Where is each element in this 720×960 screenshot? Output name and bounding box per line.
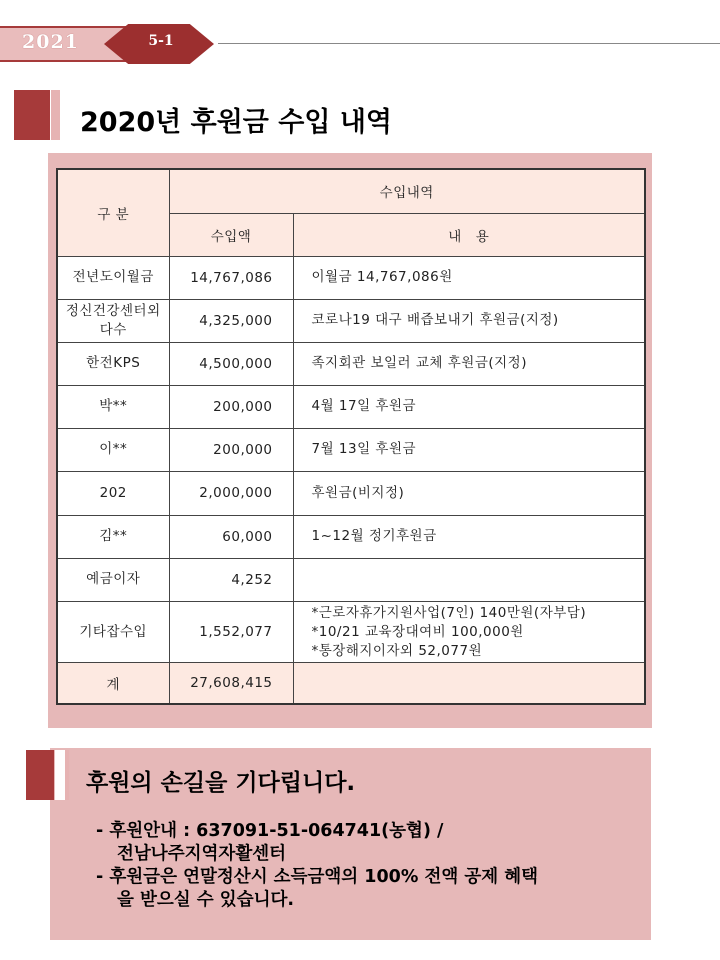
row-content (293, 299, 645, 342)
row-category: 전년도이월금 (57, 256, 169, 299)
table-row (57, 385, 645, 428)
row-amount: 1,552,077 (169, 601, 293, 663)
row-content-line: 후원금(비지정) (311, 484, 405, 501)
row-category: 한전KPS (57, 342, 169, 385)
row-amount: 4,252 (169, 558, 293, 601)
row-category: 예금이자 (57, 558, 169, 601)
title-accent-bar (14, 90, 50, 140)
table-row (57, 256, 645, 299)
table-row (57, 342, 645, 385)
notice-line-recipient: 전남나주지역자활센터 (117, 844, 287, 864)
notice-line-tax-cont: 을 받으실 수 있습니다. (117, 890, 295, 910)
row-content-line: 족지회관 보일러 교체 후원금(지정) (311, 355, 527, 372)
row-amount: 60,000 (169, 515, 293, 558)
row-category: 정신건강센터외 다수 (57, 299, 169, 342)
total-content (293, 663, 645, 704)
row-content-line: 1~12월 정기후원금 (311, 528, 437, 545)
row-amount: 2,000,000 (169, 471, 293, 515)
table-row (57, 428, 645, 471)
notice-line-account: - 후원안내 : 637091-51-064741(농협) / (96, 821, 444, 841)
total-label: 계 (57, 663, 169, 704)
row-content-line: 이월금 14,767,086원 (311, 269, 453, 286)
total-amount: 27,608,415 (169, 663, 293, 704)
header-section-tag: 5-1 (148, 33, 174, 49)
table-row (57, 299, 645, 342)
row-content (293, 558, 645, 601)
table-row (57, 471, 645, 515)
row-content (293, 256, 645, 299)
row-content (293, 601, 645, 663)
row-content-line: *통장해지이자외 52,077원 (311, 642, 483, 659)
row-amount: 200,000 (169, 385, 293, 428)
row-category: 박** (57, 385, 169, 428)
row-amount: 4,325,000 (169, 299, 293, 342)
row-category: 기타잡수입 (57, 601, 169, 663)
header-income-group: 수입내역 (169, 169, 645, 213)
table-row (57, 601, 645, 663)
header-category: 구 분 (57, 169, 169, 256)
row-content-line: *10/21 교육장대여비 100,000원 (311, 623, 524, 640)
notice-title: 후원의 손길을 기다립니다. (86, 770, 356, 796)
row-content (293, 428, 645, 471)
header-year: 2021 (22, 31, 79, 53)
row-amount: 200,000 (169, 428, 293, 471)
row-category: 김** (57, 515, 169, 558)
row-category: 이** (57, 428, 169, 471)
notice-body (96, 820, 646, 912)
table-row (57, 515, 645, 558)
row-amount: 4,500,000 (169, 342, 293, 385)
table-body (57, 256, 645, 663)
income-table (56, 168, 646, 705)
row-content-line: 4월 17일 후원금 (311, 398, 417, 415)
page-title: 2020년 후원금 수입 내역 (80, 107, 393, 138)
row-content (293, 385, 645, 428)
table-row (57, 558, 645, 601)
header-amount: 수입액 (169, 213, 293, 256)
header-content: 내 용 (293, 213, 645, 256)
row-content-line: 코로나19 대구 배즙보내기 후원금(지정) (311, 312, 559, 329)
row-content-line: 7월 13일 후원금 (311, 441, 417, 458)
notice-accent-bar-light (55, 750, 69, 800)
row-content-line: *근로자휴가지원사업(7인) 140만원(자부담) (311, 604, 587, 621)
header-divider (218, 43, 720, 44)
row-amount: 14,767,086 (169, 256, 293, 299)
row-content (293, 471, 645, 515)
title-accent-bar-light (51, 90, 60, 140)
row-content (293, 515, 645, 558)
row-content (293, 342, 645, 385)
row-category: 202 (57, 471, 169, 515)
notice-line-tax: - 후원금은 연말정산시 소득금액의 100% 전액 공제 혜택 (96, 867, 539, 887)
notice-accent-bar (26, 750, 54, 800)
